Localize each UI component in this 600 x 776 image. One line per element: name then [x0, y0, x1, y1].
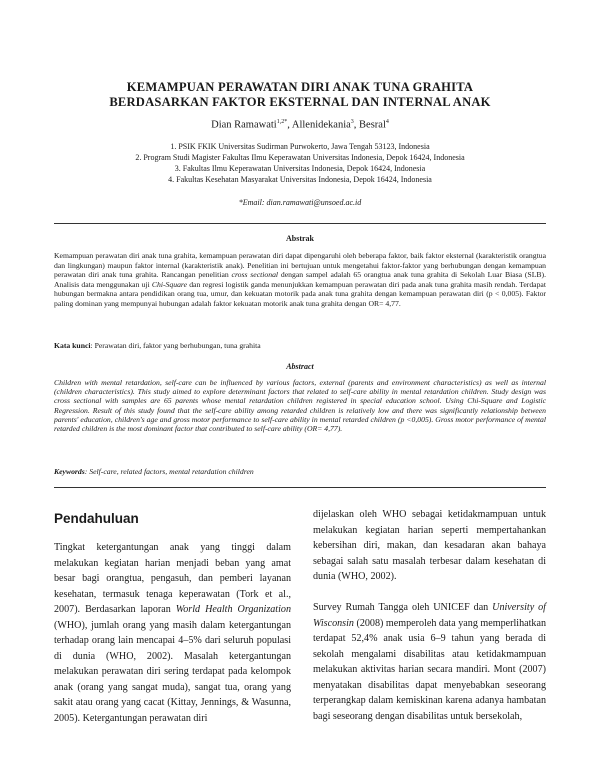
- divider-top: [54, 223, 546, 224]
- abstrak-body: Kemampuan perawatan diri anak tuna grahita, kemampuan perawatan diri dapat dipengaruhi oleh beberapa faktor, baik faktor eksternal (karakteristik orangtua dan lingkungan) maupun faktor internal (karakteristik anak). Penelitian ini bertujuan untuk mengetahui faktor-faktor yang berhubungan dengan kemampuan perawatan diri anak tuna grahita. Rancangan penelitian cross sectional dengan sampel adalah 65 orangtua anak tuna grahita di Sekolah Luar Biasa (SLB). Analisis data menggunakan uji Chi-Square dan regresi logistik ganda menunjukkan kemampuan perawatan diri pada anak tuna grahita masih rendah. Terdapat hubungan bermakna antara pendidikan orang tua, umur, dan kekuatan motorik pada anak tuna grahita dengan kemampuan perawatan diri (p < 0,005). Faktor paling dominan yang mempunyai hubungan adalah faktor kekuatan motorik anak tuna grahita dengan OR= 4,77.: [54, 251, 547, 308]
- abstract-heading: Abstract: [286, 362, 314, 371]
- abstrak-heading: Abstrak: [285, 234, 314, 243]
- affiliation-1: 1. PSIK FKIK Universitas Sudirman Purwokerto, Jawa Tengah 53123, Indonesia: [170, 142, 430, 151]
- author-1: Dian Ramawati: [211, 119, 277, 131]
- kata-kunci-text: : Perawatan diri, faktor yang berhubungan, tuna grahita: [90, 341, 261, 350]
- paper-title: [60, 80, 540, 110]
- author-list: Dian Ramawati$^{1,2*}$, Allenidekania$^3$, Besral$^4$: [211, 119, 389, 131]
- keywords-label: Keywords: [54, 467, 85, 476]
- left-column-paragraph: Tingkat ketergantungan anak yang tinggi dalam melakukan kegiatan harian menjadi beban yang amat besar bagi orangtua, pengasuh, dan pemberi layanan kesehatan, termasuk tenaga keperawatan (Tork et al., 2007). Berdasarkan laporan World Health Organization (WHO), jumlah orang yang masih dalam ketergantungan terhadap orang lain mencapai 4–5% dari seluruh populasi di dunia (WHO, 2002). Masalah ketergantungan melakukan perawatan diri sering terdapat pada kelompok anak (orang yang sangat muda), sangat tua, orang yang sakit atau orang yang cacat (Kittay, Jennings, & Wasunna, 2005). Ketergantungan perawatan diri: [54, 542, 291, 724]
- corresponding-email: *Email: dian.ramawati@unsoed.ac.id: [238, 198, 362, 207]
- author-3: Besral: [359, 119, 386, 131]
- author-1-sup: 1,2*: [276, 119, 288, 125]
- author-3-sup: 4: [385, 119, 389, 125]
- title-line-1: KEMAMPUAN PERAWATAN DIRI ANAK TUNA GRAHITA: [126, 80, 474, 94]
- affiliation-4: 4. Fakultas Kesehatan Masyarakat Universitas Indonesia, Depok 16424, Indonesia: [168, 175, 432, 184]
- title-line-2: BERDASARKAN FAKTOR EKSTERNAL DAN INTERNAL ANAK: [109, 95, 491, 109]
- abstract-body: Children with mental retardation, self-care can be influenced by various factors, external (parents and environment characteristics) as well as internal (children characteristics). This study aimed to explore determinant factors that related to self-care ability in mental retardation children. Study design was cross sectional with samples are 65 parents whose mental retardation children registered in special education school. Using Chi-Square and Logistic Regression. Result of this study found that the self-care ability among retarded children is relatively low and there was significantly relationship between parents' education, children's age and gross motor performance to self-care ability in mental retarded children (p <0,005). Gross motor performance of mental retarded children is the most dominant factor that contributed to self-care ability (OR= 4,77).: [54, 378, 546, 434]
- affiliation-2: 2. Program Studi Magister Fakultas Ilmu Keperawatan Universitas Indonesia, Depok 16424, Indonesia: [135, 153, 465, 162]
- kata-kunci-label: Kata kunci: [54, 341, 91, 350]
- author-2-sup: 3: [350, 119, 354, 125]
- affiliation-3: 3. Fakultas Ilmu Keperawatan Universitas Indonesia, Depok 16424, Indonesia: [174, 164, 426, 173]
- kata-kunci: [54, 341, 546, 350]
- right-column-paragraph-1: dijelaskan oleh WHO sebagai ketidakmampuan untuk melakukan kegiatan harian seperti mempertahankan kebersihan diri, makan, dan kesadaran akan bahaya sebagai salah satu masalah terbesar dalam kesehatan di dunia (WHO, 2002).: [313, 509, 546, 582]
- right-column-paragraph-2: Survey Rumah Tangga oleh UNICEF dan University of Wisconsin (2008) memperoleh data yang memperlihatkan terdapat 52,4% anak usia 6–9 tahun yang berada di sekolah mengalami disabilitas atau ketidakmampuan melakukan aktivitas harian secara mandiri. Mont (2007) menyatakan disabilitas dapat menyebabkan seseorang terperangkap dalam kemiskinan karena adanya hambatan bagi seseorang dengan disabilitas untuk bersekolah,: [313, 602, 546, 722]
- affiliations: [60, 141, 540, 185]
- section-heading-pendahuluan: Pendahuluan: [54, 511, 139, 526]
- keywords-text: : Self-care, related factors, mental retardation children: [84, 467, 254, 476]
- keywords: [54, 467, 546, 476]
- author-2: Allenidekania: [291, 119, 351, 131]
- divider-bottom: [54, 487, 546, 488]
